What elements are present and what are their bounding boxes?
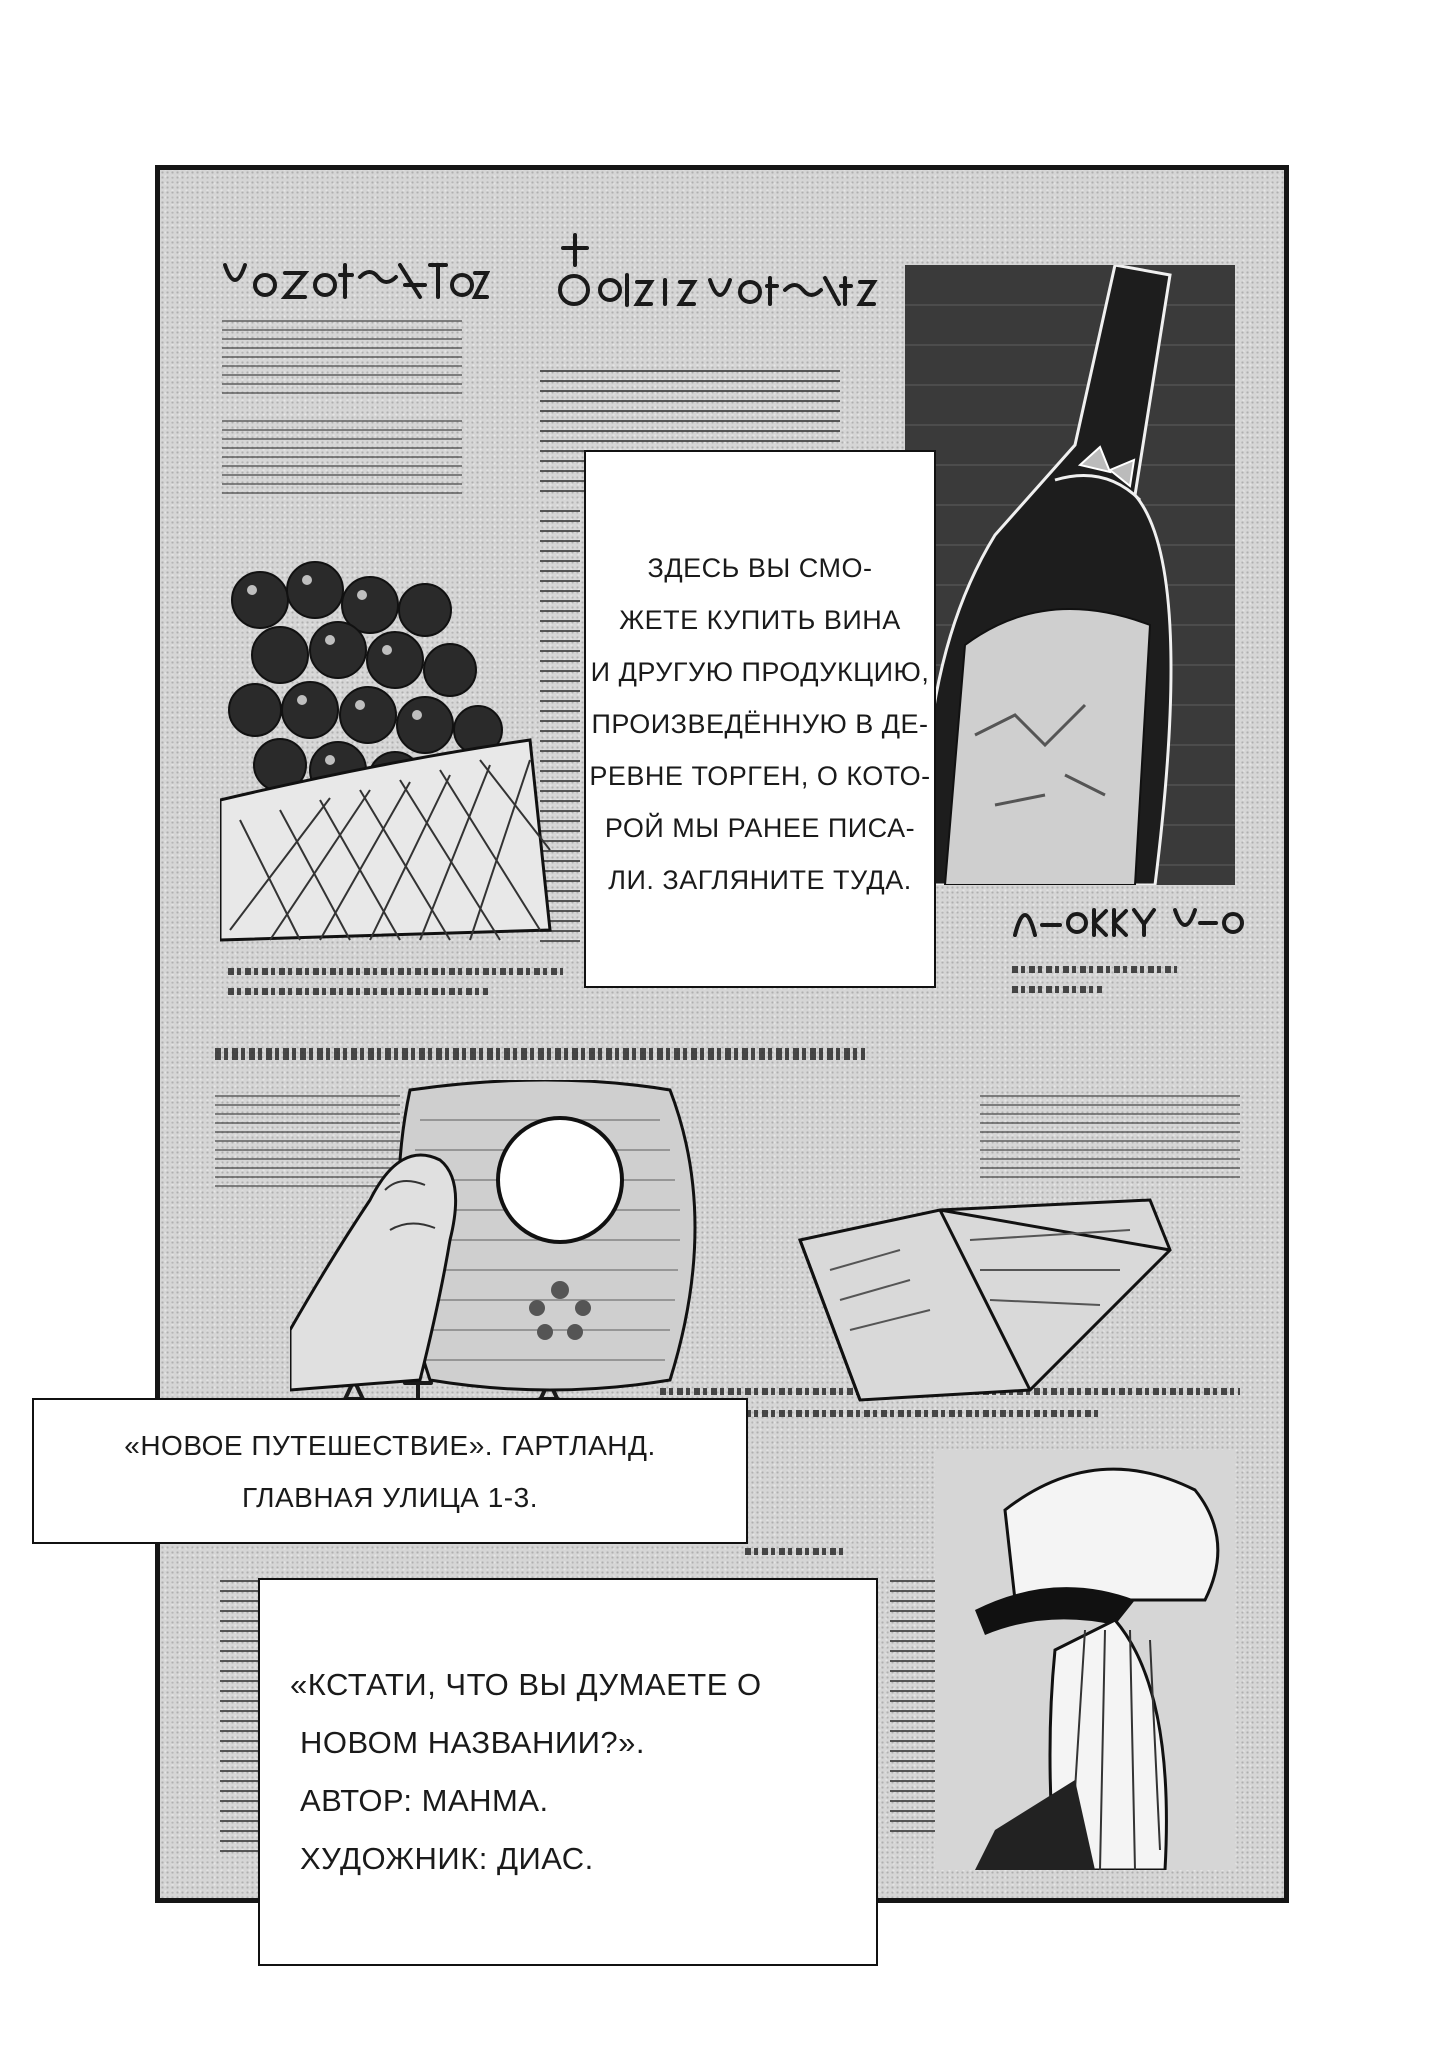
fine-print-bottle-2	[1012, 986, 1102, 993]
caption-shop-info	[584, 450, 936, 988]
text-column-left-top	[222, 320, 462, 395]
fine-print-grapes-2	[228, 988, 488, 995]
caption-author-line-1: «КСТАТИ, ЧТО ВЫ ДУМАЕТЕ О	[290, 1667, 762, 1702]
hand-holding-plate-illustration	[290, 1080, 810, 1400]
caption-address-line-1: «НОВОЕ ПУТЕШЕСТВИЕ». ГАРТЛАНД.	[124, 1430, 656, 1461]
fine-print-lower-1	[745, 1548, 845, 1555]
grapes-basket-illustration	[220, 550, 570, 950]
caption-shop-line-7: ЛИ. ЗАГЛЯНИТЕ ТУДА.	[608, 865, 912, 895]
caption-author-line-3: АВТОР: МАНМА.	[300, 1783, 549, 1818]
section-headline-bar	[215, 1048, 865, 1060]
caption-shop-line-5: РЕВНЕ ТОРГЕН, О КОТО-	[589, 761, 931, 791]
fine-print-grapes-1	[228, 968, 563, 975]
caption-shop-line-1: ЗДЕСЬ ВЫ СМО-	[647, 553, 873, 583]
caption-author-credits	[258, 1578, 878, 1966]
text-column-left-mid	[222, 420, 462, 500]
caption-shop-line-4: ПРОИЗВЕДЁННУЮ В ДЕ-	[591, 709, 929, 739]
fine-print-bottle-1	[1012, 966, 1177, 973]
headline-scribble-bottle	[1010, 895, 1255, 940]
box-illustration	[770, 1180, 1190, 1410]
hatch-right-box	[980, 1095, 1240, 1185]
caption-author-line-2: НОВОМ НАЗВАНИИ?».	[300, 1725, 646, 1760]
headline-scribble-center	[555, 230, 885, 315]
headline-scribble-left	[220, 255, 490, 305]
wine-bottle-illustration	[905, 265, 1235, 885]
person-with-cap-illustration	[935, 1450, 1235, 1870]
caption-address	[32, 1398, 748, 1544]
caption-address-line-2: ГЛАВНАЯ УЛИЦА 1-3.	[242, 1482, 538, 1513]
caption-shop-line-2: ЖЕТЕ КУПИТЬ ВИНА	[619, 605, 901, 635]
body-copy-lower-mid	[890, 1580, 935, 1840]
caption-author-line-4: ХУДОЖНИК: ДИАС.	[300, 1841, 594, 1876]
caption-shop-line-6: РОЙ МЫ РАНЕЕ ПИСА-	[604, 813, 916, 843]
caption-shop-line-3: И ДРУГУЮ ПРОДУКЦИЮ,	[590, 657, 930, 687]
